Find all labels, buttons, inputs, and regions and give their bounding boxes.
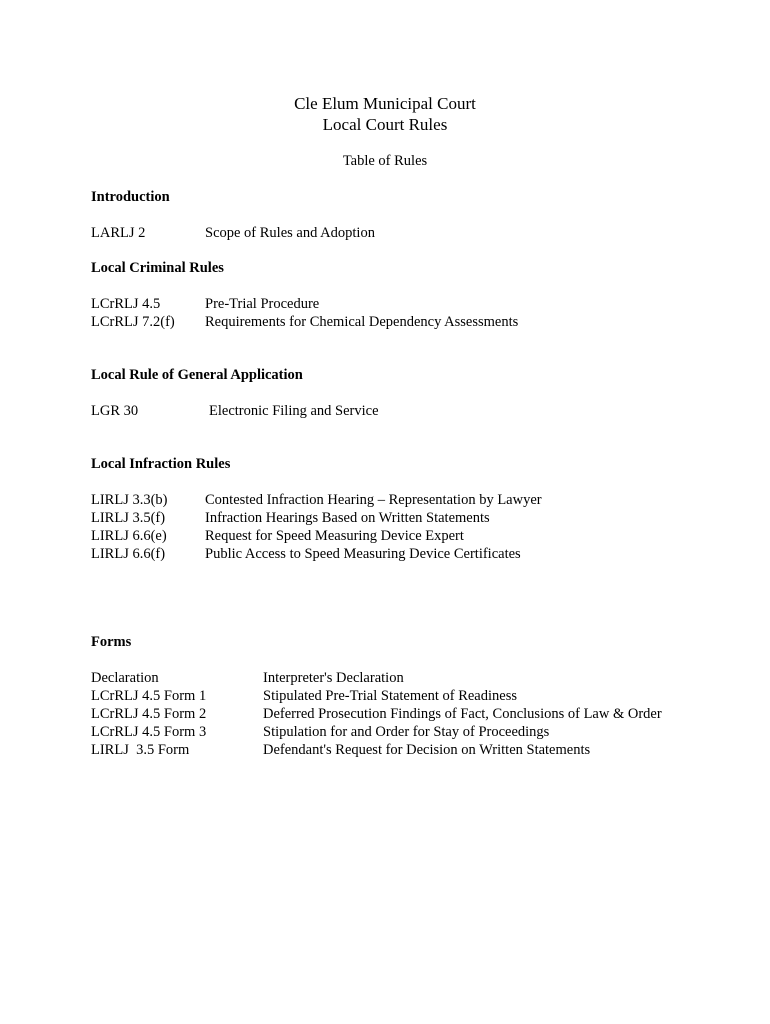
rule-row [91,295,319,313]
rule-row [91,313,518,331]
form-description: Stipulation for and Order for Stay of Proceedings [263,724,550,740]
form-description: Defendant's Request for Decision on Written Statements [263,742,591,758]
rule-description: Pre-Trial Procedure [205,296,320,312]
rule-row [91,545,521,563]
rule-description: Public Access to Speed Measuring Device Certificates [205,546,521,562]
form-code: LCrRLJ 4.5 Form 1 [91,688,207,704]
rule-row [91,402,379,420]
rule-description: Request for Speed Measuring Device Expert [205,528,464,544]
form-row [91,723,549,741]
form-row [91,705,662,723]
rule-code: LARLJ 2 [91,225,146,241]
rule-description: Requirements for Chemical Dependency Assessments [205,314,519,330]
rule-row [91,491,542,509]
form-description: Deferred Prosecution Findings of Fact, Conclusions of Law & Order [263,706,662,722]
rule-row [91,527,464,545]
section-heading-forms: Forms [91,634,132,650]
rule-description: Contested Infraction Hearing – Representation by Lawyer [205,492,542,508]
form-row [91,687,517,705]
rule-row [91,509,490,527]
form-code: LCrRLJ 4.5 Form 3 [91,724,207,740]
rule-row [91,224,375,242]
section-heading-introduction: Introduction [91,189,170,205]
rule-description: Infraction Hearings Based on Written Statements [205,510,490,526]
rule-code: LIRLJ 3.5(f) [91,510,166,526]
form-row [91,741,590,759]
rule-code: LCrRLJ 4.5 [91,296,161,312]
local-rules-title: Local Court Rules [322,115,448,134]
form-row [91,669,404,687]
form-description: Stipulated Pre-Trial Statement of Readiness [263,688,517,704]
rule-code: LIRLJ 3.3(b) [91,492,168,508]
table-of-rules-subtitle: Table of Rules [342,153,428,169]
section-heading-general-application: Local Rule of General Application [91,367,303,383]
rule-code: LGR 30 [91,403,139,419]
form-code: Declaration [91,670,159,686]
section-heading-infraction: Local Infraction Rules [91,456,231,472]
rule-code: LIRLJ 6.6(e) [91,528,167,544]
form-code: LIRLJ 3.5 Form [91,742,190,758]
form-code: LCrRLJ 4.5 Form 2 [91,706,207,722]
rule-code: LIRLJ 6.6(f) [91,546,166,562]
rule-description: Electronic Filing and Service [209,403,379,419]
section-heading-criminal: Local Criminal Rules [91,260,224,276]
rule-code: LCrRLJ 7.2(f) [91,314,175,330]
form-description: Interpreter's Declaration [263,670,404,686]
court-name-title: Cle Elum Municipal Court [294,94,476,113]
rule-description: Scope of Rules and Adoption [205,225,375,241]
